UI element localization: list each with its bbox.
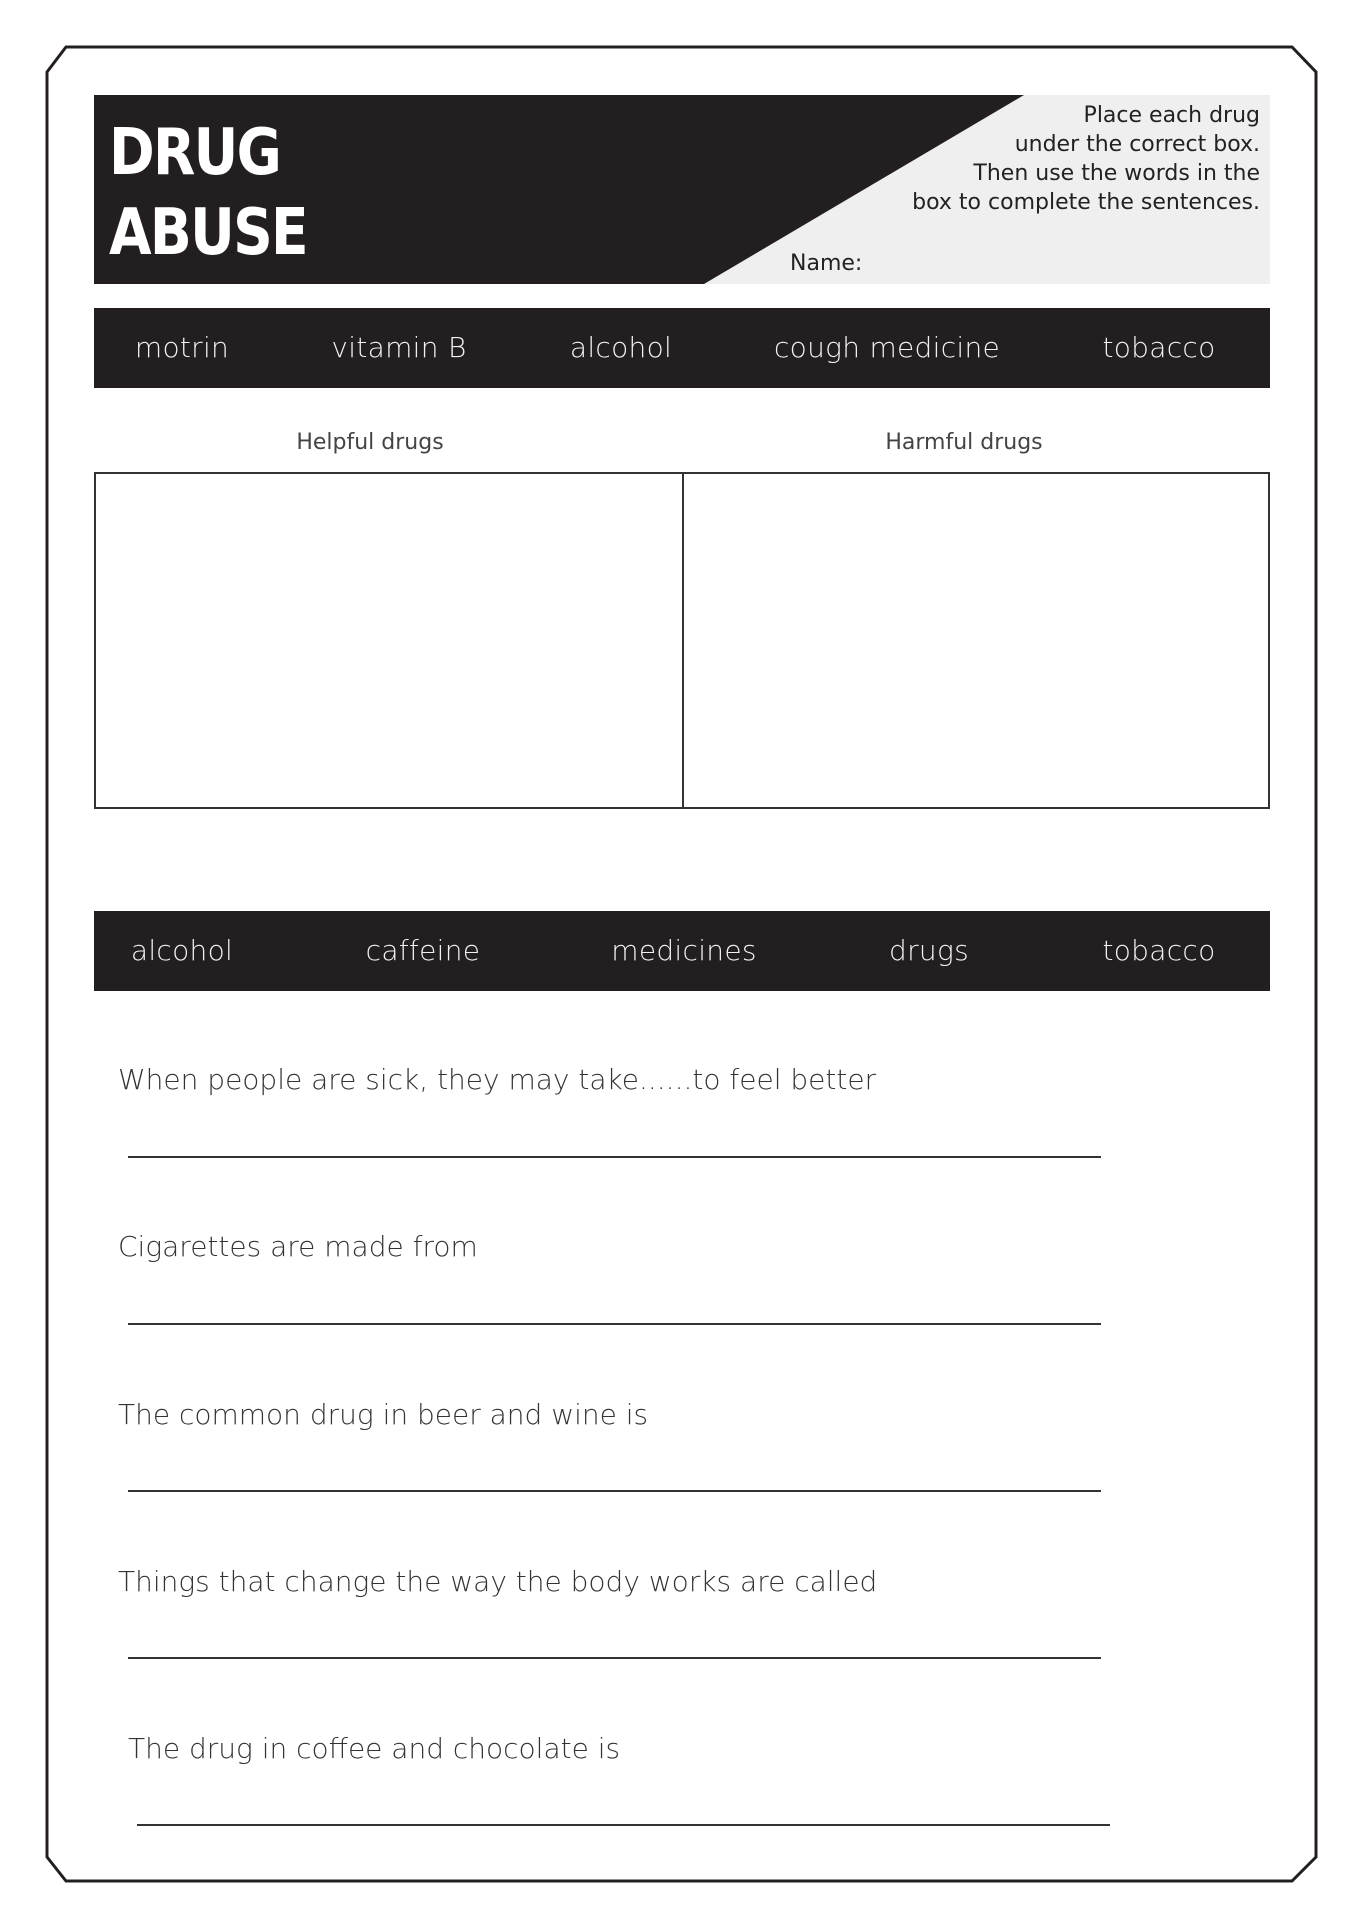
sentence-3: The common drug in beer and wine is	[118, 1398, 649, 1431]
answer-line-1[interactable]	[128, 1156, 1101, 1158]
harmful-drugs-box[interactable]	[682, 472, 1270, 809]
sentence-1: When people are sick, they may take......to feel better	[118, 1063, 877, 1096]
harmful-drugs-label: Harmful drugs	[885, 430, 1043, 455]
word-bank-drugs	[94, 308, 1270, 388]
worksheet-title	[109, 113, 307, 273]
answer-line-5[interactable]	[137, 1824, 1110, 1826]
sentence-5: The drug in coffee and chocolate is	[128, 1732, 621, 1765]
word-bank-item[interactable]: medicines	[611, 934, 757, 967]
instruction-line: under the correct box.	[1014, 132, 1260, 157]
worksheet-header	[94, 95, 1270, 284]
word-bank-item[interactable]: motrin	[134, 331, 230, 364]
word-bank-item[interactable]: vitamin B	[331, 331, 467, 364]
instructions	[840, 101, 1260, 217]
instruction-line: Then use the words in the	[973, 161, 1260, 186]
word-bank-item[interactable]: alcohol	[130, 934, 234, 967]
instruction-line: Place each drug	[1083, 103, 1260, 128]
helpful-drugs-box[interactable]	[94, 472, 684, 809]
word-bank-item[interactable]: alcohol	[569, 331, 673, 364]
title-line-2: ABUSE	[109, 196, 307, 270]
answer-line-4[interactable]	[128, 1657, 1101, 1659]
instruction-line: box to complete the sentences.	[912, 190, 1260, 215]
helpful-drugs-label: Helpful drugs	[296, 430, 444, 455]
sentence-2: Cigarettes are made from	[118, 1230, 478, 1263]
word-bank-item[interactable]: drugs	[889, 934, 969, 967]
word-bank-sentences	[94, 911, 1270, 991]
word-bank-item[interactable]: tobacco	[1102, 331, 1216, 364]
sentence-4: Things that change the way the body works are called	[118, 1565, 878, 1598]
word-bank-item[interactable]: caffeine	[365, 934, 481, 967]
word-bank-item[interactable]: tobacco	[1102, 934, 1216, 967]
name-label: Name:	[790, 251, 863, 276]
answer-line-2[interactable]	[128, 1323, 1101, 1325]
word-bank-item[interactable]: cough medicine	[773, 331, 1001, 364]
answer-line-3[interactable]	[128, 1490, 1101, 1492]
title-line-1: DRUG	[109, 116, 281, 190]
